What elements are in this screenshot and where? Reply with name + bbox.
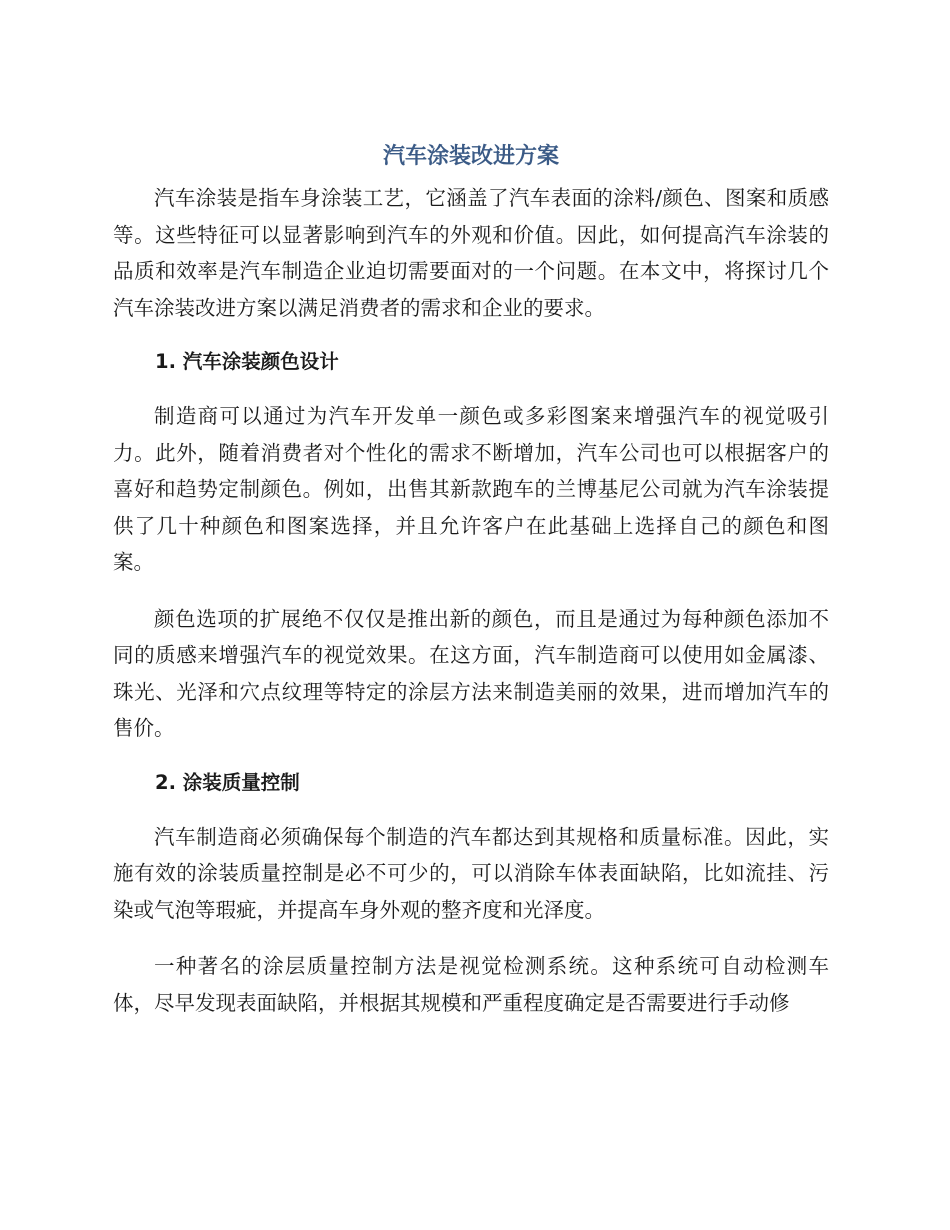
spacer	[113, 581, 829, 601]
spacer	[113, 801, 829, 819]
spacer	[113, 326, 829, 344]
section-1-paragraph-2: 颜色选项的扩展绝不仅仅是推出新的颜色，而且是通过为每种颜色添加不同的质感来增强汽车的视觉效果。在这方面，汽车制造商可以使用如金属漆、珠光、光泽和穴点纹理等特定的涂层方法来制造美丽的效果，进而增加汽车的售价。	[113, 606, 829, 740]
intro-paragraph: 汽车涂装是指车身涂装工艺，它涵盖了汽车表面的涂料/颜色、图案和质感等。这些特征可以显著影响到汽车的外观和价值。因此，如何提高汽车涂装的品质和效率是汽车制造企业迫切需要面对的一个问题。在本文中，将探讨几个汽车涂装改进方案以满足消费者的需求和企业的要求。	[113, 186, 829, 320]
section-heading-color-design: 1. 汽车涂装颜色设计	[155, 350, 339, 373]
section-2-paragraph-1: 汽车制造商必须确保每个制造的汽车都达到其规格和质量标准。因此，实施有效的涂装质量控制是必不可少的，可以消除车体表面缺陷，比如流挂、污染或气泡等瑕疵，并提高车身外观的整齐度和光泽度。	[113, 824, 829, 922]
document-title: 汽车涂装改进方案	[382, 144, 559, 169]
spacer	[113, 928, 829, 948]
section-heading-quality-control: 2. 涂装质量控制	[155, 770, 300, 794]
spacer	[113, 380, 829, 398]
spacer	[113, 747, 829, 765]
section-2-paragraph-2: 一种著名的涂层质量控制方法是视觉检测系统。这种系统可自动检测车体，尽早发现表面缺陷，并根据其规模和严重程度确定是否需要进行手动修	[113, 954, 829, 1015]
document-body	[113, 142, 829, 1021]
section-1-paragraph-1: 制造商可以通过为汽车开发单一颜色或多彩图案来增强汽车的视觉吸引力。此外，随着消费者对个性化的需求不断增加，汽车公司也可以根据客户的喜好和趋势定制颜色。例如，出售其新款跑车的兰博基尼公司就为汽车涂装提供了几十种颜色和图案选择，并且允许客户在此基础上选择自己的颜色和图案。	[113, 404, 829, 574]
